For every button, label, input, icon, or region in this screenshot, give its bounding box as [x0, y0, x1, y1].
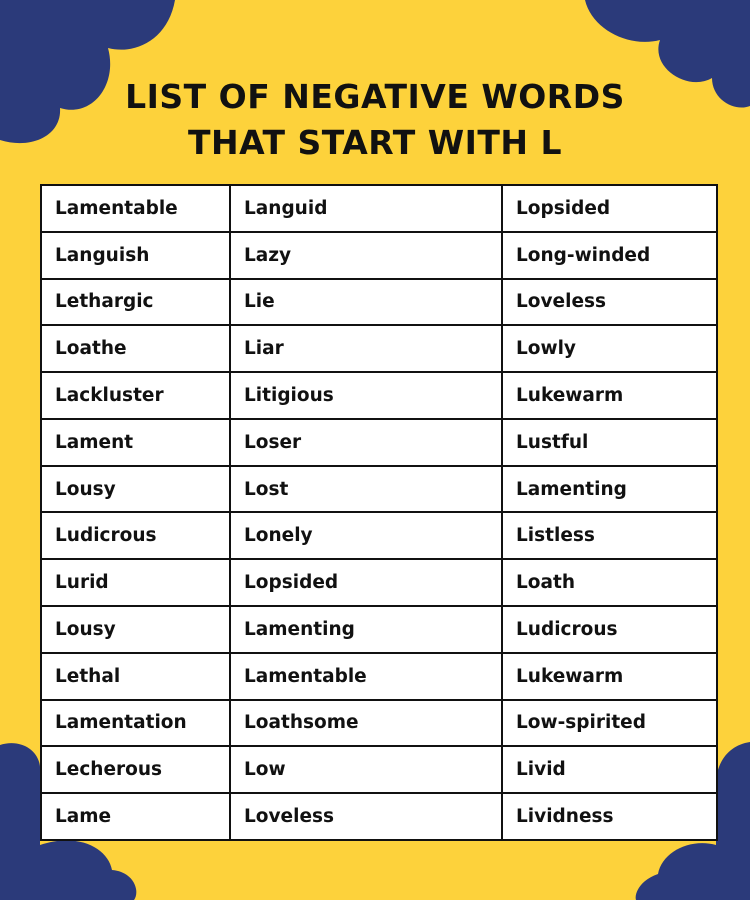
table-row [41, 325, 717, 372]
page-title [0, 74, 750, 166]
title-line-2: THAT START WITH L [187, 123, 563, 162]
word-cell: Lie [230, 279, 502, 326]
word-cell: Lividness [502, 793, 717, 840]
word-cell: Loathsome [230, 700, 502, 747]
word-cell: Low [230, 746, 502, 793]
word-cell: Litigious [230, 372, 502, 419]
word-cell: Lamentable [41, 185, 230, 232]
word-cell: Lackluster [41, 372, 230, 419]
word-cell: Lousy [41, 466, 230, 513]
words-table [40, 184, 718, 841]
word-cell: Lamenting [502, 466, 717, 513]
title-line-1: LIST OF NEGATIVE WORDS [125, 77, 625, 116]
word-cell: Lament [41, 419, 230, 466]
table-row [41, 606, 717, 653]
word-cell: Loser [230, 419, 502, 466]
word-cell: Lopsided [502, 185, 717, 232]
table-row [41, 512, 717, 559]
word-cell: Lamentation [41, 700, 230, 747]
word-cell: Ludicrous [502, 606, 717, 653]
word-cell: Loathe [41, 325, 230, 372]
word-cell: Low-spirited [502, 700, 717, 747]
word-cell: Lukewarm [502, 653, 717, 700]
word-cell: Languish [41, 232, 230, 279]
table-row [41, 653, 717, 700]
word-cell: Ludicrous [41, 512, 230, 559]
table-row [41, 466, 717, 513]
table-row [41, 419, 717, 466]
word-cell: Long-winded [502, 232, 717, 279]
word-cell: Lamentable [230, 653, 502, 700]
table-row [41, 559, 717, 606]
word-cell: Loveless [230, 793, 502, 840]
word-cell: Lopsided [230, 559, 502, 606]
word-cell: Lecherous [41, 746, 230, 793]
word-cell: Lousy [41, 606, 230, 653]
table-row [41, 700, 717, 747]
table-row [41, 372, 717, 419]
word-cell: Loath [502, 559, 717, 606]
word-cell: Lonely [230, 512, 502, 559]
table-row [41, 185, 717, 232]
table-row [41, 793, 717, 840]
word-cell: Languid [230, 185, 502, 232]
word-cell: Lukewarm [502, 372, 717, 419]
word-cell: Lowly [502, 325, 717, 372]
word-cell: Livid [502, 746, 717, 793]
word-cell: Lazy [230, 232, 502, 279]
table-row [41, 232, 717, 279]
word-cell: Lamenting [230, 606, 502, 653]
word-cell: Lost [230, 466, 502, 513]
word-cell: Listless [502, 512, 717, 559]
word-cell: Lethargic [41, 279, 230, 326]
table-row [41, 279, 717, 326]
word-cell: Lurid [41, 559, 230, 606]
word-cell: Loveless [502, 279, 717, 326]
word-cell: Lustful [502, 419, 717, 466]
table-row [41, 746, 717, 793]
word-cell: Lame [41, 793, 230, 840]
word-cell: Lethal [41, 653, 230, 700]
word-cell: Liar [230, 325, 502, 372]
